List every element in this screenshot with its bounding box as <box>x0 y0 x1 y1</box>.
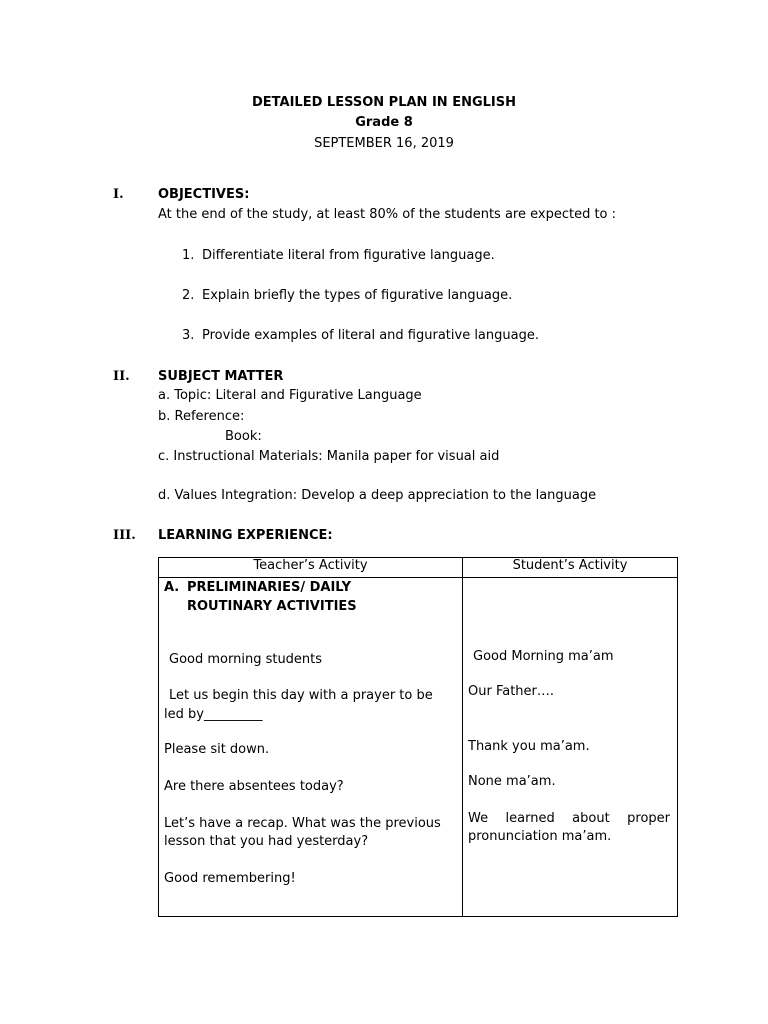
student-learned-line1: We learned about proper <box>468 811 670 826</box>
student-activity-cell <box>463 578 678 917</box>
student-learned-line2: pronunciation ma’am. <box>468 829 612 844</box>
subject-topic: a. Topic: Literal and Figurative Language <box>158 388 422 403</box>
objective-number: 1. <box>182 248 195 263</box>
teacher-sit-down: Please sit down. <box>164 742 270 757</box>
section-title-line1: PRELIMINARIES/ DAILY <box>187 580 351 595</box>
subject-matter-heading: SUBJECT MATTER <box>158 369 284 384</box>
table-header-row <box>159 558 678 578</box>
section-title-line2: ROUTINARY ACTIVITIES <box>187 599 357 614</box>
section-numeral-3: III. <box>113 528 136 543</box>
objectives-intro: At the end of the study, at least 80% of the students are expected to : <box>158 207 617 222</box>
objectives-heading: OBJECTIVES: <box>158 187 250 202</box>
lesson-date: SEPTEMBER 16, 2019 <box>314 136 454 151</box>
subject-book: Book: <box>225 429 262 444</box>
student-greeting: Good Morning ma’am <box>473 649 614 664</box>
objective-text: Provide examples of literal and figurative language. <box>202 328 539 343</box>
section-numeral-1: I. <box>113 187 124 202</box>
teacher-activity-cell <box>159 578 463 917</box>
subject-reference: b. Reference: <box>158 409 245 424</box>
subject-values: d. Values Integration: Develop a deep appreciation to the language <box>158 488 597 503</box>
teacher-greeting: Good morning students <box>169 652 323 667</box>
table-row <box>159 578 678 917</box>
student-activity-header: Student’s Activity <box>463 558 678 578</box>
student-prayer: Our Father…. <box>468 684 555 699</box>
teacher-activity-header: Teacher’s Activity <box>159 558 463 578</box>
teacher-recap-line1: Let’s have a recap. What was the previous <box>164 816 441 831</box>
learning-experience-heading: LEARNING EXPERIENCE: <box>158 528 333 543</box>
teacher-recap-line2: lesson that you had yesterday? <box>164 834 369 849</box>
document-title: DETAILED LESSON PLAN IN ENGLISH <box>252 95 516 110</box>
student-no-absentees: None ma’am. <box>468 774 556 789</box>
section-numeral-2: II. <box>113 369 130 384</box>
teacher-prayer-line1: Let us begin this day with a prayer to be <box>169 688 433 703</box>
objective-number: 3. <box>182 328 195 343</box>
activity-table <box>158 557 678 917</box>
section-label: A. <box>164 580 180 595</box>
subject-materials: c. Instructional Materials: Manila paper for visual aid <box>158 449 500 464</box>
teacher-good-remembering: Good remembering! <box>164 871 296 886</box>
teacher-absentees: Are there absentees today? <box>164 779 344 794</box>
teacher-prayer-line2: led by_________ <box>164 707 263 722</box>
objective-text: Differentiate literal from figurative language. <box>202 248 495 263</box>
grade-level: Grade 8 <box>355 115 413 130</box>
student-thanks: Thank you ma’am. <box>468 739 590 754</box>
objective-text: Explain briefly the types of figurative language. <box>202 288 513 303</box>
objective-number: 2. <box>182 288 195 303</box>
